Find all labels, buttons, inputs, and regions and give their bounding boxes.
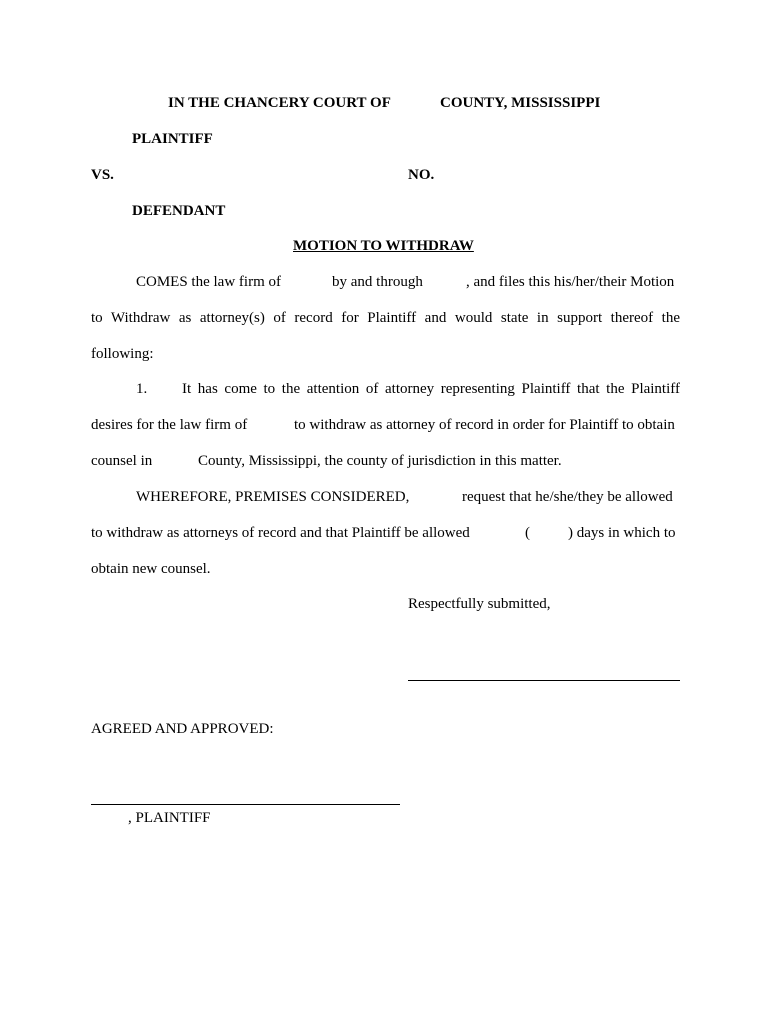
plaintiff-signature-label: , PLAINTIFF	[128, 810, 211, 826]
intro-text-3: , and files this his/her/their Motion	[466, 274, 675, 290]
paragraph1-line-2b: to withdraw as attorney of record in order for Plaintiff to obtain	[294, 417, 675, 433]
paragraph1-line-1: It has come to the attention of attorney representing Plaintiff that the Plaintiff	[182, 381, 680, 397]
paragraph-number: 1.	[136, 381, 148, 397]
attorney-signature-line	[408, 680, 680, 681]
paragraph1-line-3b: County, Mississippi, the county of jurisdiction in this matter.	[198, 453, 562, 469]
respectfully-submitted: Respectfully submitted,	[408, 596, 551, 612]
intro-text-1: COMES the law firm of	[136, 274, 281, 290]
wherefore-paren-open: (	[525, 525, 530, 541]
wherefore-line-2b: ) days in which to	[568, 525, 676, 541]
document-title: MOTION TO WITHDRAW	[293, 238, 474, 254]
intro-line-3: following:	[91, 346, 154, 362]
defendant-label: DEFENDANT	[132, 203, 226, 219]
paragraph1-line-2a: desires for the law firm of	[91, 417, 248, 433]
wherefore-line-3: obtain new counsel.	[91, 561, 211, 577]
plaintiff-signature-line	[91, 804, 400, 805]
case-number-label: NO.	[408, 167, 435, 183]
versus-label: VS.	[91, 167, 114, 183]
county-state: COUNTY, MISSISSIPPI	[440, 95, 601, 111]
agreed-approved: AGREED AND APPROVED:	[91, 721, 274, 737]
intro-line-2: to Withdraw as attorney(s) of record for Plaintiff and would state in support thereof the	[91, 310, 680, 326]
wherefore-text-1: WHEREFORE, PREMISES CONSIDERED,	[136, 489, 410, 505]
wherefore-text-2: request that he/she/they be allowed	[462, 489, 673, 505]
wherefore-line-2a: to withdraw as attorneys of record and that Plaintiff be allowed	[91, 525, 470, 541]
intro-text-2: by and through	[332, 274, 423, 290]
paragraph1-line-3a: counsel in	[91, 453, 153, 469]
court-name: IN THE CHANCERY COURT OF	[168, 95, 391, 111]
plaintiff-label: PLAINTIFF	[132, 131, 213, 147]
